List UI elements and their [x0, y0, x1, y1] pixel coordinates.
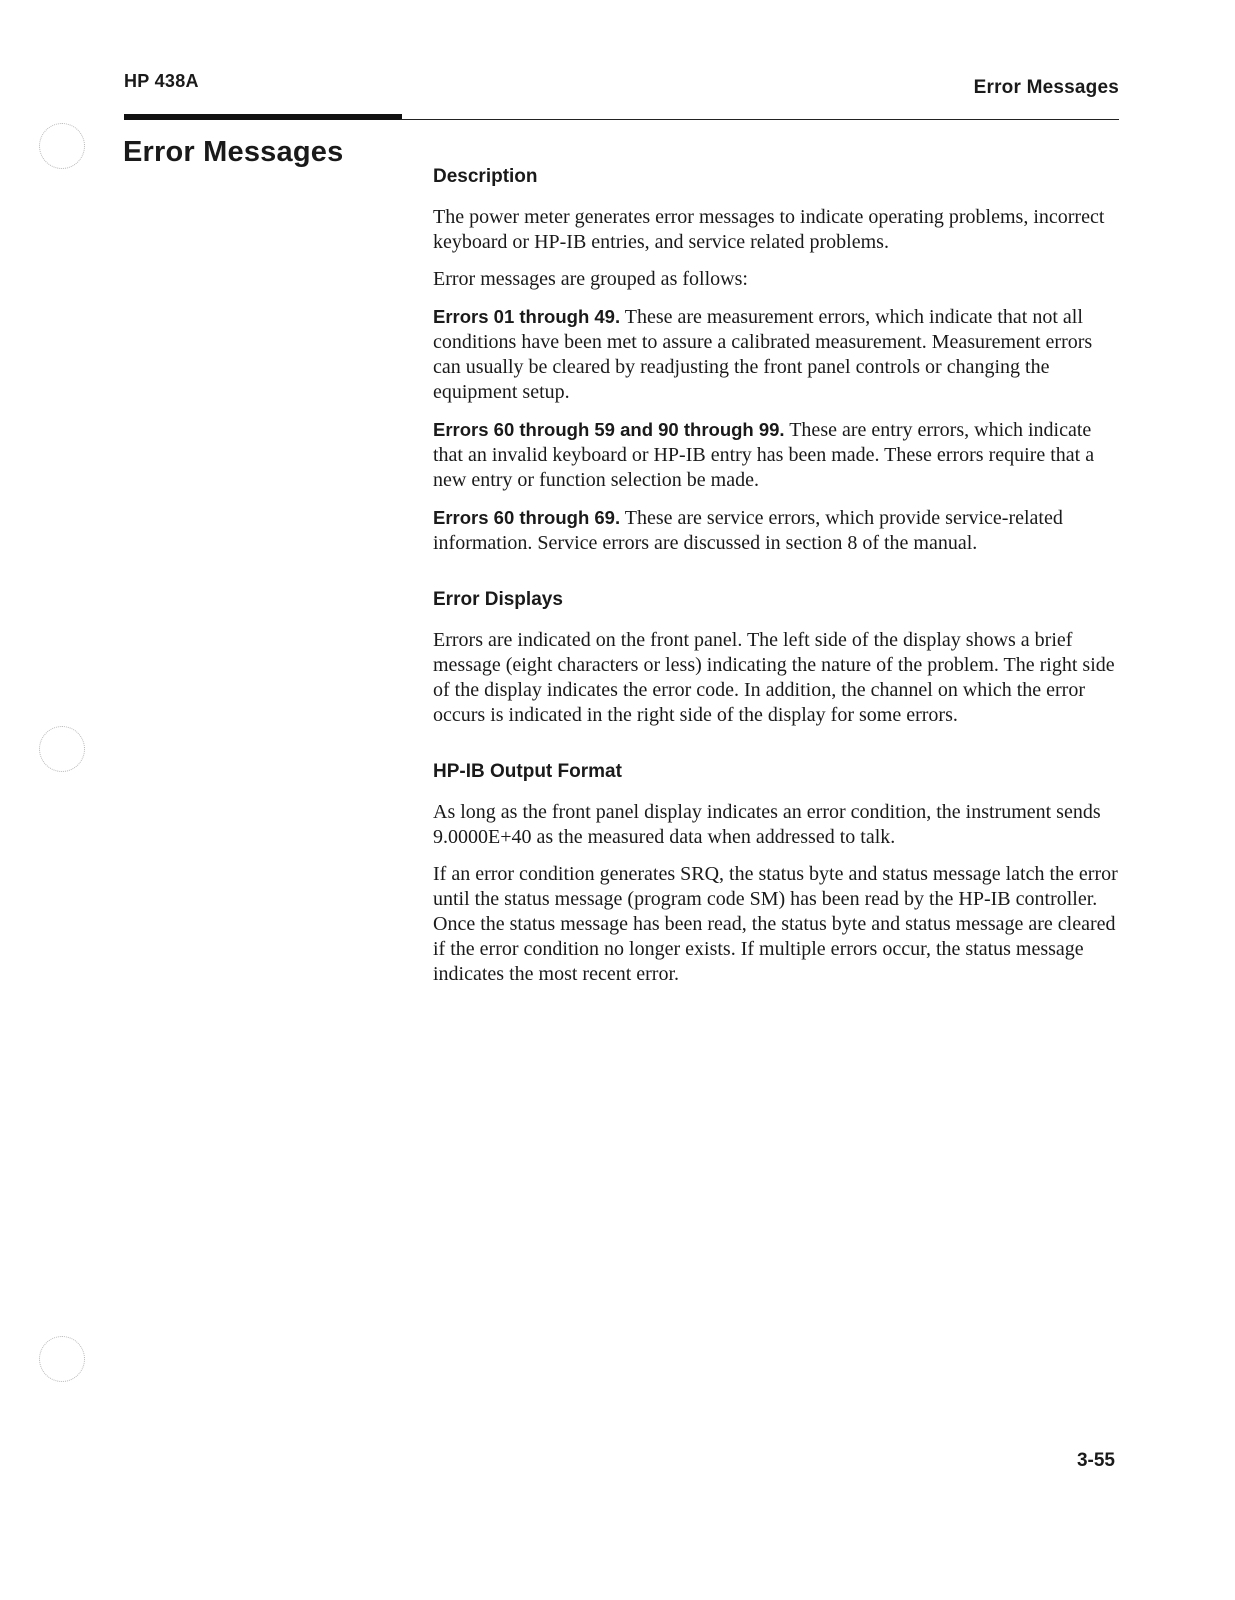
hpib-output-paragraph-1: As long as the front panel display indicates an error condition, the instrument sends 9.0000E+40 as the measured data when addressed to talk.	[433, 801, 1101, 848]
error-displays-heading: Error Displays	[433, 589, 563, 610]
error-group-measurement	[433, 304, 1123, 405]
header-section: Error Messages	[973, 77, 1119, 98]
error-group-service	[433, 505, 1123, 556]
description-section	[433, 166, 1123, 556]
header-rule-thick	[124, 114, 402, 120]
hpib-output-paragraph-2: If an error condition generates SRQ, the status byte and status message latch the error until the status message (program code SM) has been read by the HP-IB controller. Once the status message has been read, the status byte and status message are cleared if the error condition no longer exists. If multiple errors occur, the status message indicates the most recent error.	[433, 863, 1118, 985]
error-group-text: These are service errors, which provide service-related information. Service errors are discussed in section 8 of the manual.	[433, 507, 1063, 554]
content-column	[433, 166, 1123, 999]
header-model: HP 438A	[124, 71, 199, 91]
punch-hole-top	[39, 123, 85, 169]
error-group-text: These are entry errors, which indicate that an invalid keyboard or HP-IB entry has been made. These errors require that a new entry or function selection be made.	[433, 419, 1095, 491]
description-intro: The power meter generates error messages to indicate operating problems, incorrect keyboard or HP-IB entries, and service related problems.	[433, 206, 1105, 253]
hpib-output-heading: HP-IB Output Format	[433, 761, 622, 782]
page-number: 3-55	[1076, 1450, 1115, 1471]
hpib-output-section	[433, 761, 1123, 987]
header-rule-thin	[400, 119, 1119, 120]
error-group-entry	[433, 417, 1123, 493]
error-group-lead: Errors 60 through 59 and 90 through 99.	[433, 419, 785, 440]
error-displays-section	[433, 589, 1123, 728]
page-title: Error Messages	[123, 136, 344, 168]
description-grouping: Error messages are grouped as follows:	[433, 268, 748, 290]
punch-hole-bottom	[39, 1336, 85, 1382]
error-group-lead: Errors 60 through 69.	[433, 507, 621, 528]
error-group-text: These are measurement errors, which indicate that not all conditions have been met to assure a calibrated measurement. Measurement errors can usually be cleared by readjusting the front panel controls or changing the equipment setup.	[433, 306, 1093, 403]
description-heading: Description	[433, 166, 538, 187]
error-displays-text: Errors are indicated on the front panel. The left side of the display shows a brief message (eight characters or less) indicating the nature of the problem. The right side of the display indicates the error code. In addition, the channel on which the error occurs is indicated in the right side of the display for some errors.	[433, 629, 1115, 726]
error-group-lead: Errors 01 through 49.	[433, 306, 621, 327]
punch-hole-middle	[39, 726, 85, 772]
